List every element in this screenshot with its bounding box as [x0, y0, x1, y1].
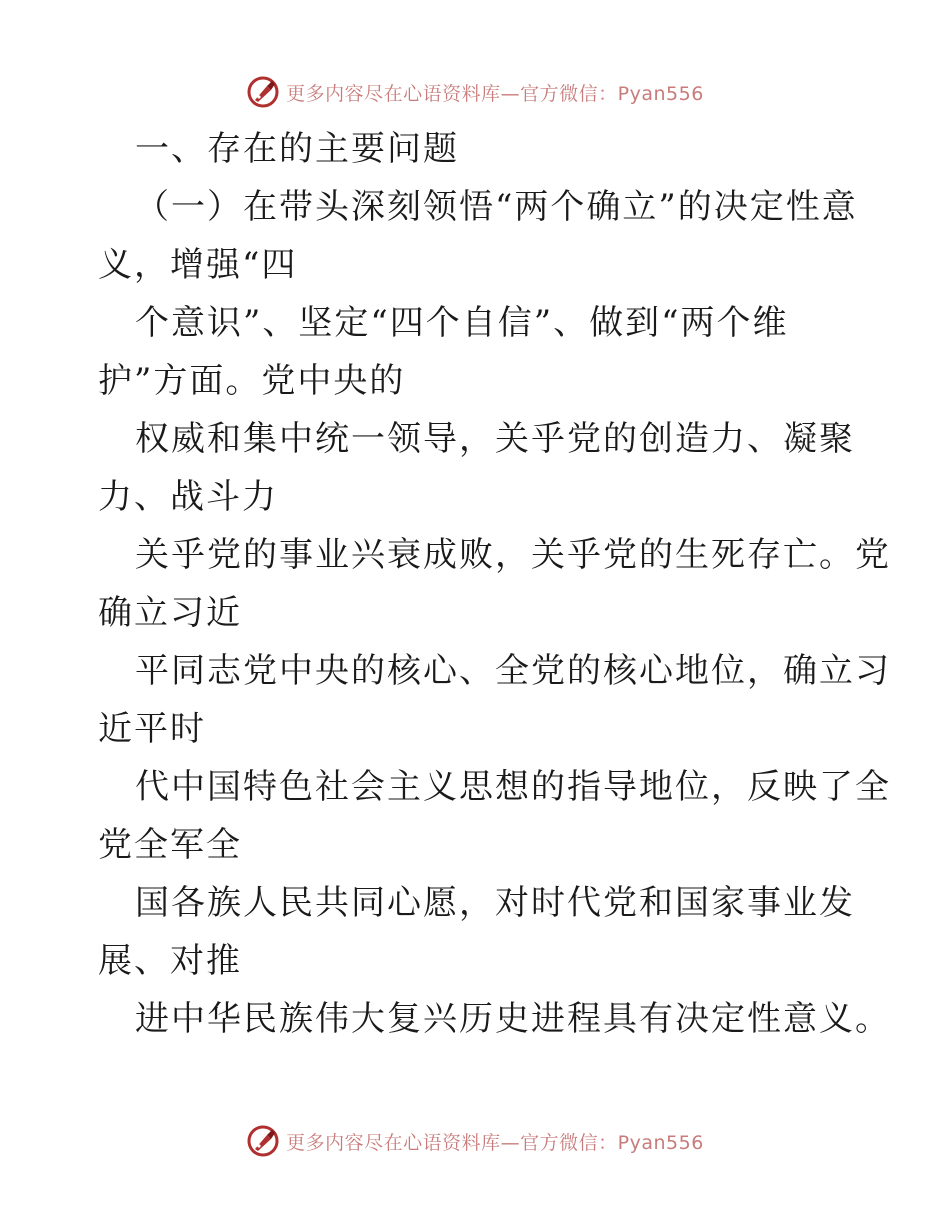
paragraph-line: （一）在带头深刻领悟“两个确立”的决定性意 — [135, 187, 858, 227]
watermark-text: 更多内容尽在心语资料库—官方微信：Pyan556 — [286, 82, 704, 105]
paragraph-line: 国各族人民共同心愿，对时代党和国家事业发 — [135, 883, 855, 923]
section-heading: 一、存在的主要问题 — [135, 129, 459, 169]
watermark-footer — [0, 1121, 950, 1161]
pen-nib-logo-icon — [246, 75, 280, 109]
paragraph-line: 进中华民族伟大复兴历史进程具有决定性意义。 — [135, 999, 891, 1039]
paragraph-line: 展、对推 — [98, 941, 242, 981]
paragraph-line: 护”方面。党中央的 — [98, 361, 406, 401]
paragraph-line: 义，增强“四 — [98, 245, 298, 285]
paragraph-line: 党全军全 — [98, 825, 242, 865]
paragraph-line: 个意识”、坚定“四个自信”、做到“两个维 — [135, 303, 789, 343]
paragraph-line: 近平时 — [98, 709, 206, 749]
paragraph-line: 代中国特色社会主义思想的指导地位，反映了全 — [135, 767, 891, 807]
paragraph-line: 权威和集中统一领导，关乎党的创造力、凝聚 — [135, 419, 855, 459]
watermark-header — [0, 72, 950, 112]
paragraph-line: 关乎党的事业兴衰成败，关乎党的生死存亡。党 — [135, 535, 891, 575]
pen-nib-logo-icon — [246, 1124, 280, 1158]
paragraph-line: 力、战斗力 — [98, 477, 278, 517]
paragraph-line: 确立习近 — [98, 593, 242, 633]
paragraph-line: 平同志党中央的核心、全党的核心地位，确立习 — [135, 651, 891, 691]
document-body — [98, 120, 891, 1048]
watermark-text: 更多内容尽在心语资料库—官方微信：Pyan556 — [286, 1131, 704, 1154]
